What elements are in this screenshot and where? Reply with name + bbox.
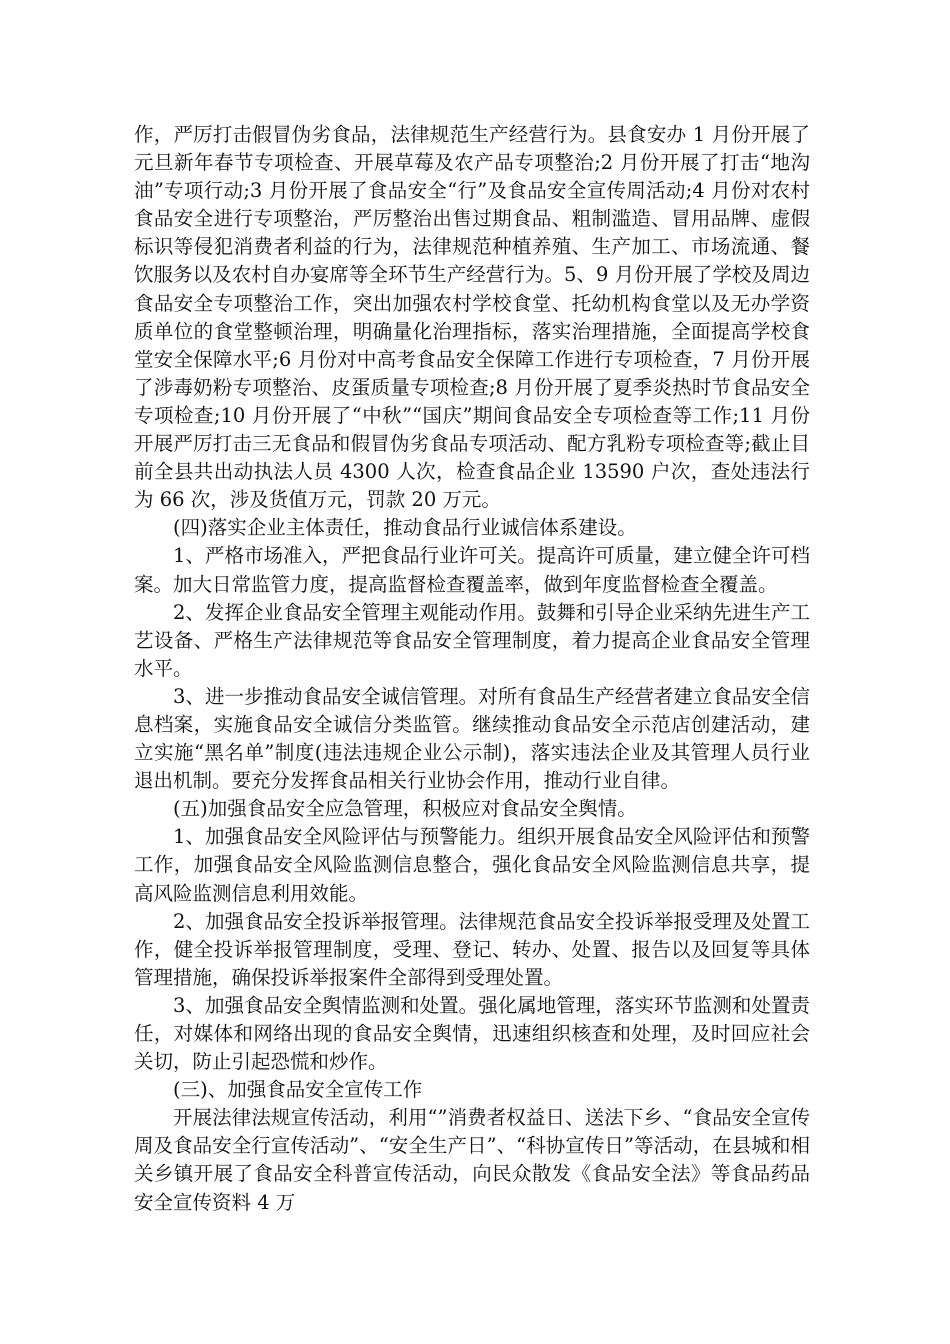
paragraph-4-1: 1、严格市场准入，严把食品行业许可关。提高许可质量，建立健全许可档案。加大日常监管力度，提高监督检查覆盖率，做到年度监督检查全覆盖。 [134, 544, 810, 596]
heading-section-5: (五)加强食品安全应急管理，积极应对食品安全舆情。 [173, 797, 637, 821]
paragraph-enforcement-activities: 作，严厉打击假冒伪劣食品，法律规范生产经营行为。县食安办 1 月份开展了元旦新年春节专项检查、开展草莓及农产品专项整治;2 月份开展了打击“地沟油”专项行动;3 月份开展了食品安全“行”及食品安全宣传周活动;4 月份对农村食品安全进行专项整治，严厉整治出售过期食品、粗制滥造、冒用品牌、虚假标识等侵犯消费者利益的行为，法律规范种植养殖、生产加工、市场流通、餐饮服务以及农村自办宴席等全环节生产经营行为。5、9 月份开展了学校及周边食品安全专项整治工作，突出加强农村学校食堂、托幼机构食堂以及无办学资质单位的食堂整顿治理，明确量化治理指标，落实治理措施，全面提高学校食堂安全保障水平;6 月份对中高考食品安全保障工作进行专项检查，7 月份开展了涉毒奶粉专项整治、皮蛋质量专项检查;8 月份开展了夏季炎热时节食品安全专项检查;10 月份开展了“中秋”“国庆”期间食品安全专项检查等工作;11 月份开展严厉打击三无食品和假冒伪劣食品专项活动、配方乳粉专项检查等;截止目前全县共出动执法人员 4300 人次，检查食品企业 13590 户次，查处违法行为 66 次，涉及货值万元，罚款 20 万元。 [134, 123, 810, 512]
heading-section-4: (四)落实企业主体责任，推动食品行业诚信体系建设。 [173, 516, 637, 540]
paragraph-publicity: 开展法律法规宣传活动，利用“”消费者权益日、送法下乡、“食品安全宣传周及食品安全行宣传活动”、“安全生产日”、“科协宣传日”等活动，在县城和相关乡镇开展了食品安全科普宣传活动，向民众散发《食品安全法》等食品药品安全宣传资料 4 万 [134, 1106, 810, 1214]
paragraph-4-3: 3、进一步推动食品安全诚信管理。对所有食品生产经营者建立食品安全信息档案，实施食品安全诚信分类监管。继续推动食品安全示范店创建活动，建立实施“黑名单”制度(违法违规企业公示制)，落实违法企业及其管理人员行业退出机制。要充分发挥食品相关行业协会作用，推动行业自律。 [134, 684, 810, 793]
paragraph-4-2: 2、发挥企业食品安全管理主观能动作用。鼓舞和引导企业采纳先进生产工艺设备、严格生产法律规范等食品安全管理制度，着力提高企业食品安全管理水平。 [134, 600, 810, 680]
paragraph-5-3: 3、加强食品安全舆情监测和处置。强化属地管理，落实环节监测和处置责任，对媒体和网络出现的食品安全舆情，迅速组织核查和处理，及时回应社会关切，防止引起恐慌和炒作。 [134, 993, 810, 1074]
document-page [134, 121, 810, 1217]
heading-section-3: (三)、加强食品安全宣传工作 [173, 1078, 423, 1102]
paragraph-5-1: 1、加强食品安全风险评估与预警能力。组织开展食品安全风险评估和预警工作，加强食品安全风险监测信息整合，强化食品安全风险监测信息共享，提高风险监测信息利用效能。 [134, 825, 810, 905]
paragraph-5-2: 2、加强食品安全投诉举报管理。法律规范食品安全投诉举报受理及处置工作，健全投诉举报管理制度，受理、登记、转办、处置、报告以及回复等具体管理措施，确保投诉举报案件全部得到受理处置。 [134, 909, 810, 989]
